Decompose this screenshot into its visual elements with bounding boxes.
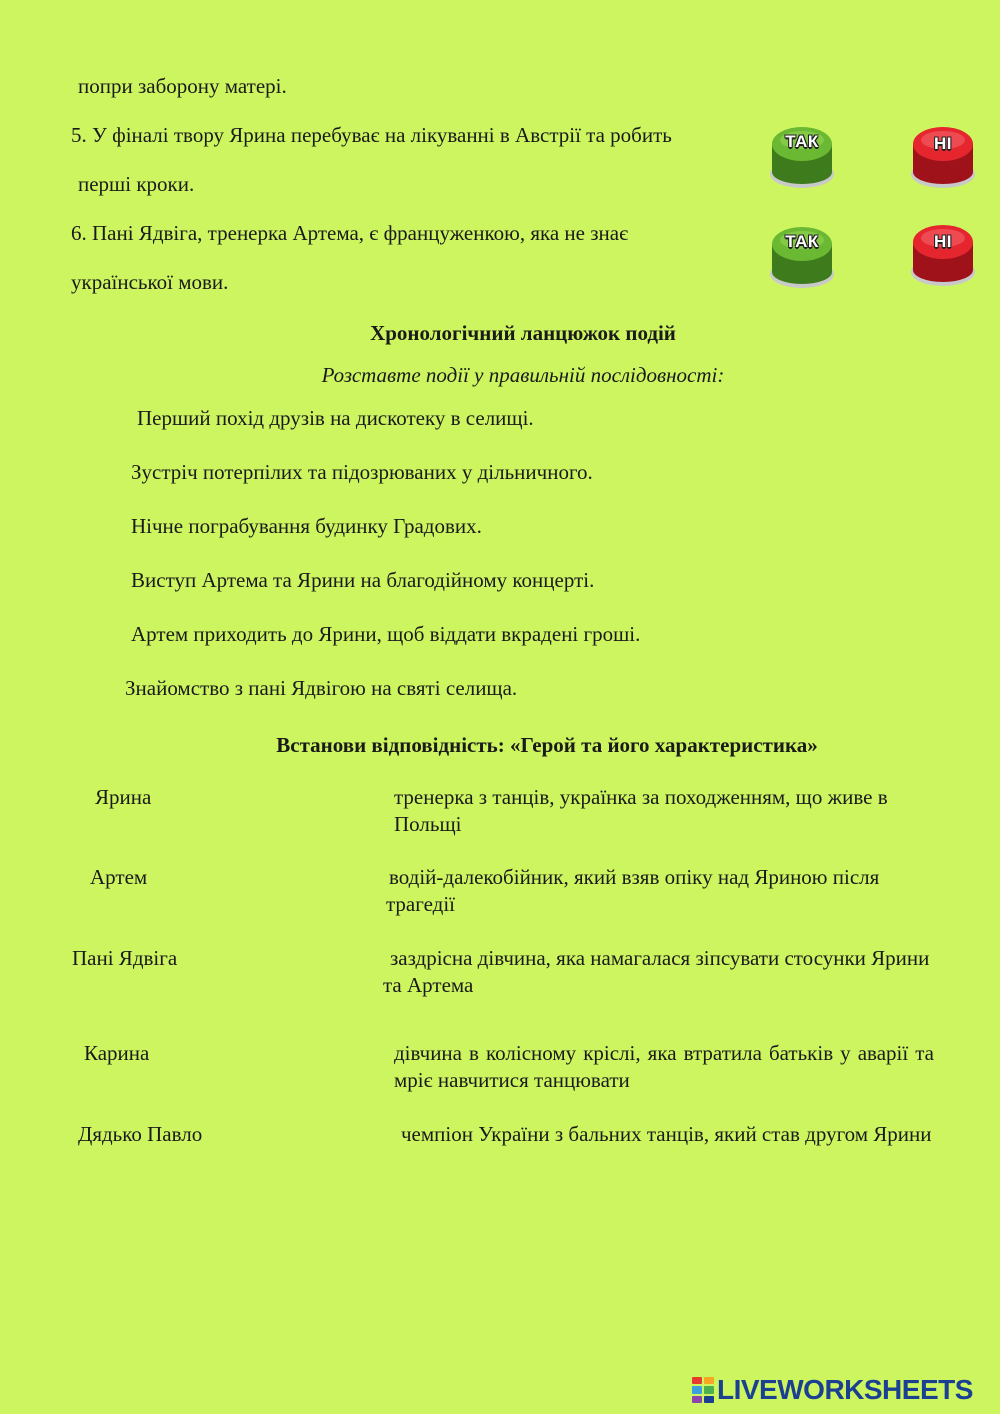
q6-yes-label: ТАК: [785, 232, 819, 251]
chronology-event[interactable]: Виступ Артема та Ярини на благодійному концерті.: [131, 568, 595, 592]
chronology-event[interactable]: Артем приходить до Ярини, щоб віддати вкрадені гроші.: [131, 622, 641, 646]
chronology-instruction: Розставте події у правильній послідовності:: [321, 363, 725, 387]
hero-name[interactable]: Артем: [90, 865, 148, 889]
question-6-line1: 6. Пані Ядвіга, тренерка Артема, є француженкою, яка не знає: [71, 221, 629, 245]
question-5-line2: перші кроки.: [78, 172, 195, 196]
hero-name[interactable]: Дядько Павло: [78, 1122, 203, 1146]
hero-name[interactable]: Карина: [84, 1041, 150, 1065]
q5-no-button[interactable]: [910, 124, 976, 190]
hero-description[interactable]: заздрісна дівчина, яка намагалася зіпсувати стосунки Ярини та Артема: [383, 946, 930, 997]
hero-description[interactable]: тренерка з танців, українка за походженням, що живе в Польщі: [394, 785, 888, 836]
q6-no-button[interactable]: [910, 222, 976, 288]
question-5-line1: 5. У фіналі твору Ярина перебуває на лікуванні в Австрії та робить: [71, 123, 672, 147]
liveworksheets-logo-icon: [692, 1377, 714, 1403]
hero-description[interactable]: водій-далекобійник, який взяв опіку над Яриною після трагедії: [386, 865, 880, 916]
q6-no-label: НІ: [934, 232, 952, 251]
chronology-event[interactable]: Нічне пограбування будинку Градових.: [131, 514, 482, 538]
hero-description[interactable]: дівчина в колісному кріслі, яка втратила батьків у аварії та мріє навчитися танцювати: [394, 1041, 934, 1092]
liveworksheets-logo: [692, 1376, 973, 1404]
chronology-title: Хронологічний ланцюжок подій: [370, 321, 676, 345]
q5-yes-label: ТАК: [785, 132, 819, 151]
hero-name[interactable]: Пані Ядвіга: [72, 946, 178, 970]
question-6-line2: української мови.: [71, 270, 229, 294]
hero-name[interactable]: Ярина: [95, 785, 152, 809]
chronology-event[interactable]: Знайомство з пані Ядвігою на святі селища.: [125, 676, 518, 700]
liveworksheets-brand: LIVEWORKSHEETS: [717, 1374, 973, 1405]
chronology-event[interactable]: Перший похід друзів на дискотеку в селищі.: [137, 406, 534, 430]
question-4-tail: попри заборону матері.: [78, 74, 287, 98]
hero-description[interactable]: чемпіон України з бальних танців, який став другом Ярини: [401, 1122, 932, 1146]
q5-no-label: НІ: [934, 134, 952, 153]
matching-title: Встанови відповідність: «Герой та його характеристика»: [276, 733, 818, 757]
chronology-event[interactable]: Зустріч потерпілих та підозрюваних у дільничного.: [131, 460, 593, 484]
q5-yes-button[interactable]: [769, 124, 835, 190]
q6-yes-button[interactable]: [769, 224, 835, 290]
